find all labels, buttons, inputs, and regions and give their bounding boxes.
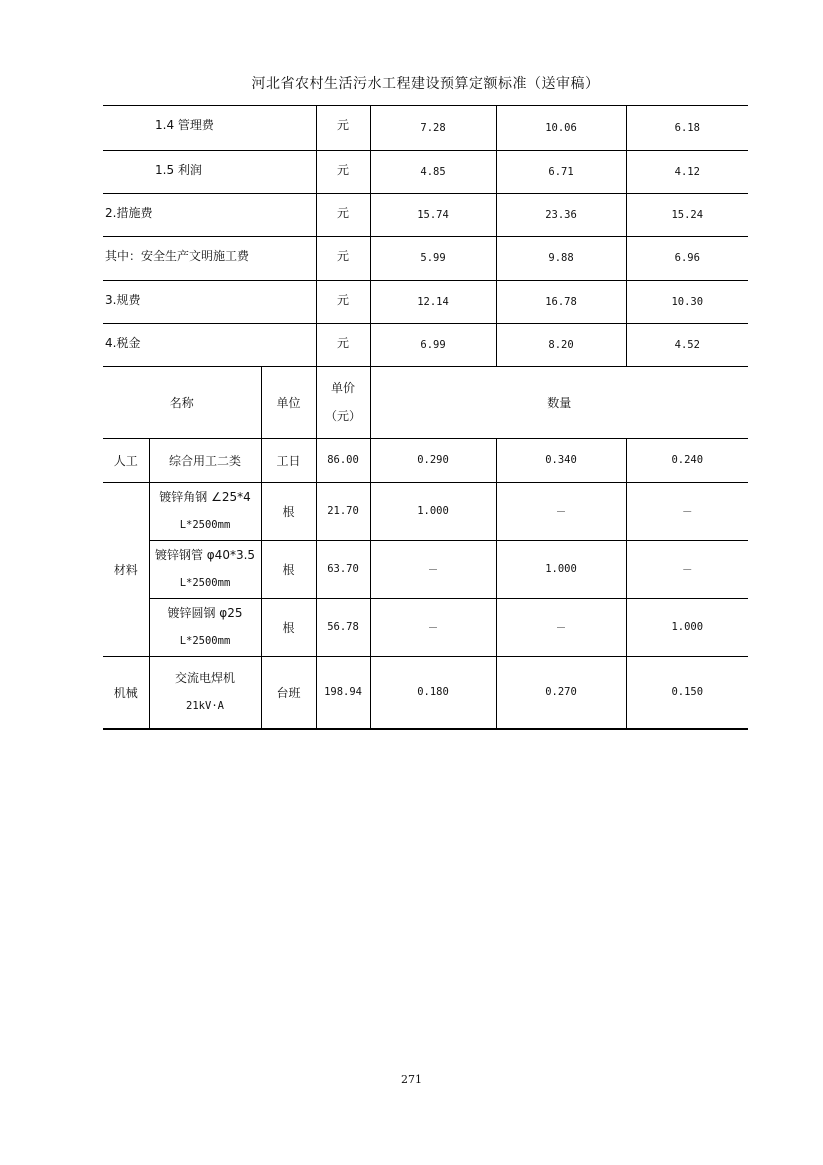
cost-name: 1.5 利润 <box>103 150 316 193</box>
material-name <box>149 540 261 598</box>
material-quantity-1: － <box>370 540 496 598</box>
cost-value-1: 15.74 <box>370 193 496 236</box>
cost-name: 3.规费 <box>103 280 316 323</box>
cost-value-3: 6.18 <box>626 106 748 150</box>
cost-unit: 元 <box>316 236 370 280</box>
material-quantity-3: － <box>626 482 748 540</box>
cost-value-1: 7.28 <box>370 106 496 150</box>
cost-name: 2.措施费 <box>103 193 316 236</box>
machinery-row <box>103 656 748 729</box>
labor-price: 86.00 <box>316 438 370 482</box>
labor-unit: 工日 <box>261 438 316 482</box>
machinery-quantity-1: 0.180 <box>370 656 496 729</box>
cost-name: 其中：安全生产文明施工费 <box>103 236 316 280</box>
material-category: 材料 <box>103 482 149 656</box>
cost-value-2: 23.36 <box>496 193 626 236</box>
material-quantity-3: － <box>626 540 748 598</box>
material-unit: 根 <box>261 598 316 656</box>
labor-quantity-1: 0.290 <box>370 438 496 482</box>
cost-name: 1.4 管理费 <box>103 106 316 150</box>
cost-value-1: 4.85 <box>370 150 496 193</box>
cost-value-2: 16.78 <box>496 280 626 323</box>
material-name-line2: L*2500mm <box>179 635 231 647</box>
header-price-label: 单价 <box>331 381 356 395</box>
material-quantity-2: － <box>496 482 626 540</box>
cost-value-2: 6.71 <box>496 150 626 193</box>
material-quantity-1: 1.000 <box>370 482 496 540</box>
cost-value-3: 4.52 <box>626 323 748 366</box>
machinery-category: 机械 <box>103 656 149 729</box>
material-row <box>103 482 748 540</box>
quota-table <box>103 106 748 730</box>
cost-value-3: 15.24 <box>626 193 748 236</box>
labor-row <box>103 438 748 482</box>
machinery-name-line2: 21kV·A <box>186 700 224 713</box>
material-quantity-2: 1.000 <box>496 540 626 598</box>
material-row <box>103 598 748 656</box>
material-name-line1: 镀锌圆钢 φ25 <box>167 606 243 620</box>
material-quantity-1: － <box>370 598 496 656</box>
cost-name: 4.税金 <box>103 323 316 366</box>
resource-header-row <box>103 366 748 438</box>
labor-quantity-3: 0.240 <box>626 438 748 482</box>
material-name-line1: 镀锌角钢 ∠25*4 <box>159 490 251 504</box>
cost-value-1: 6.99 <box>370 323 496 366</box>
document-title: 河北省农村生活污水工程建设预算定额标准（送审稿） <box>251 76 600 92</box>
labor-category: 人工 <box>103 438 149 482</box>
header-price <box>316 366 370 438</box>
cost-value-3: 10.30 <box>626 280 748 323</box>
cost-value-1: 12.14 <box>370 280 496 323</box>
material-unit: 根 <box>261 482 316 540</box>
cost-value-1: 5.99 <box>370 236 496 280</box>
material-price: 56.78 <box>316 598 370 656</box>
labor-quantity-2: 0.340 <box>496 438 626 482</box>
machinery-name <box>149 656 261 729</box>
header-name: 名称 <box>103 366 261 438</box>
cost-row <box>103 323 748 366</box>
page-number: 271 <box>401 1073 422 1086</box>
machinery-name-line1: 交流电焊机 <box>174 671 235 686</box>
material-price: 21.70 <box>316 482 370 540</box>
material-price: 63.70 <box>316 540 370 598</box>
header-unit: 单位 <box>261 366 316 438</box>
material-name <box>149 598 261 656</box>
cost-row <box>103 150 748 193</box>
cost-unit: 元 <box>316 106 370 150</box>
machinery-price: 198.94 <box>316 656 370 729</box>
cost-unit: 元 <box>316 323 370 366</box>
machinery-unit: 台班 <box>261 656 316 729</box>
material-row <box>103 540 748 598</box>
cost-row <box>103 193 748 236</box>
material-name <box>149 482 261 540</box>
cost-row <box>103 106 748 150</box>
cost-value-2: 8.20 <box>496 323 626 366</box>
machinery-quantity-3: 0.150 <box>626 656 748 729</box>
machinery-quantity-2: 0.270 <box>496 656 626 729</box>
cost-row <box>103 236 748 280</box>
material-quantity-2: － <box>496 598 626 656</box>
cost-unit: 元 <box>316 193 370 236</box>
cost-value-2: 9.88 <box>496 236 626 280</box>
header-quantity: 数量 <box>370 366 748 438</box>
cost-value-2: 10.06 <box>496 106 626 150</box>
cost-value-3: 6.96 <box>626 236 748 280</box>
cost-value-3: 4.12 <box>626 150 748 193</box>
cost-unit: 元 <box>316 150 370 193</box>
labor-name: 综合用工二类 <box>149 438 261 482</box>
header-price-unit: （元） <box>325 409 362 423</box>
cost-row <box>103 280 748 323</box>
cost-unit: 元 <box>316 280 370 323</box>
material-name-line2: L*2500mm <box>179 577 231 589</box>
material-name-line1: 镀锌钢管 φ40*3.5 <box>154 548 256 562</box>
material-name-line2: L*2500mm <box>179 519 231 531</box>
material-unit: 根 <box>261 540 316 598</box>
material-quantity-3: 1.000 <box>626 598 748 656</box>
